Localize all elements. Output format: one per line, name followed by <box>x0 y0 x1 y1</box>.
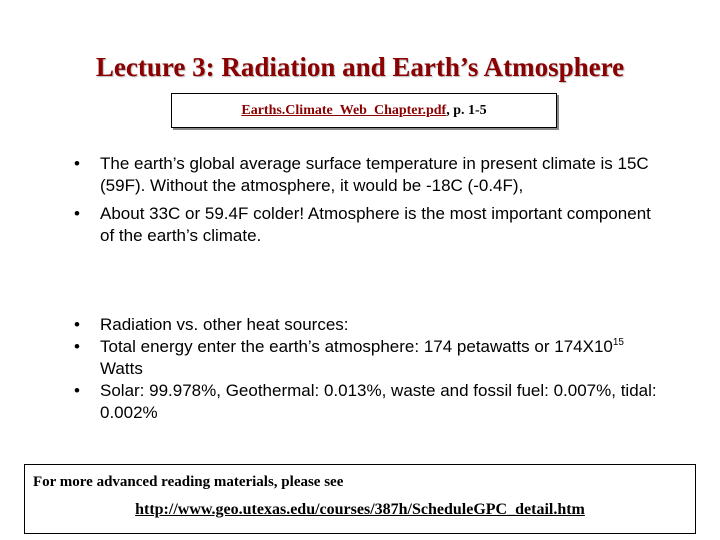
further-reading-text: For more advanced reading materials, please see <box>33 474 344 490</box>
page-range: , p. 1-5 <box>446 103 487 118</box>
energy-exponent: 15 <box>612 337 624 348</box>
bullet-total-energy <box>60 336 660 380</box>
chapter-pdf-link[interactable]: Earths.Climate_Web_Chapter.pdf <box>241 103 447 118</box>
bullet-surface-temperature: • The earth’s global average surface temperature in present climate is 15C (59F). Without the atmosphere, it would be -18C (-0.4F), <box>60 153 660 197</box>
slide-title: Lecture 3: Radiation and Earth’s Atmosphere <box>95 52 625 82</box>
reference-box <box>171 93 557 128</box>
further-reading-box <box>24 464 696 534</box>
bullet-energy-sources: • Solar: 99.978%, Geothermal: 0.013%, waste and fossil fuel: 0.007%, tidal: 0.002% <box>60 380 660 424</box>
bullet-radiation-vs-heat: • Radiation vs. other heat sources: <box>60 314 660 336</box>
total-energy-text: Total energy enter the earth’s atmosphere: 174 petawatts or 174X10 <box>100 337 613 356</box>
bullet-colder-difference: • About 33C or 59.4F colder! Atmosphere is the most important component of the earth’s climate. <box>60 203 660 247</box>
bullet-list-temperature <box>60 153 660 253</box>
energy-unit: Watts <box>100 359 143 378</box>
further-reading-link[interactable]: http://www.geo.utexas.edu/courses/387h/ScheduleGPC_detail.htm <box>135 501 585 518</box>
bullet-list-energy <box>60 314 660 424</box>
